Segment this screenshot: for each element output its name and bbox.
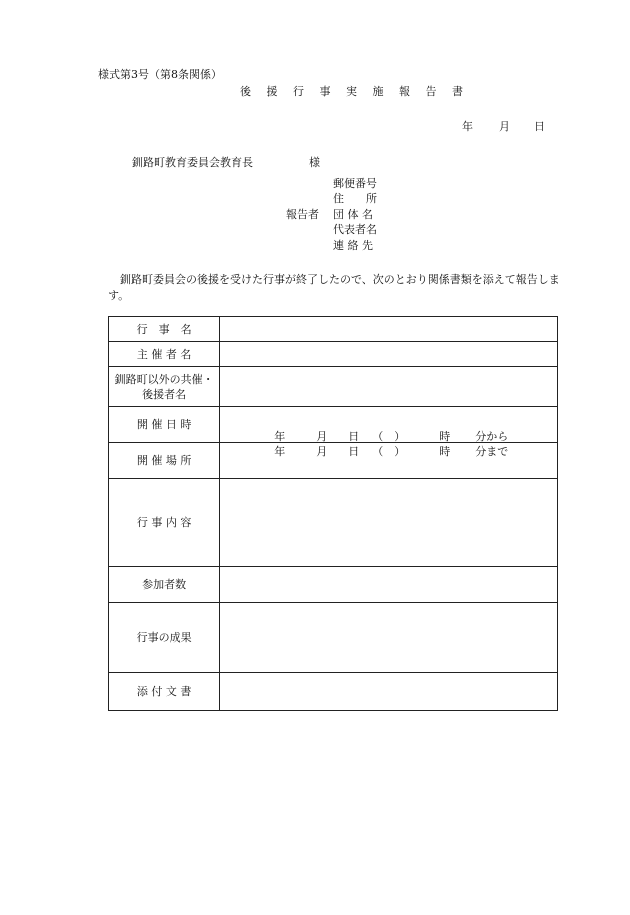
addressee-name: 釧路町教育委員会教育長 bbox=[132, 156, 253, 169]
table-row bbox=[109, 407, 558, 443]
schedule-end-line bbox=[220, 443, 557, 457]
table-row bbox=[109, 342, 558, 367]
end-month-unit: 月 bbox=[316, 444, 328, 458]
reporter-field-address: 住 所 bbox=[333, 192, 377, 205]
table-row bbox=[109, 367, 558, 407]
row-label-organizer: 主 催 者 名 bbox=[109, 342, 220, 367]
date-day: 日 bbox=[534, 120, 545, 133]
addressee bbox=[132, 154, 320, 170]
content-field[interactable] bbox=[220, 479, 558, 567]
co-sponsors-field[interactable] bbox=[220, 367, 558, 407]
end-minute-to: 分まで bbox=[475, 444, 509, 458]
table-row bbox=[109, 567, 558, 603]
date-month: 月 bbox=[499, 120, 510, 133]
end-hour-unit: 時 bbox=[439, 444, 451, 458]
form-number: 様式第3号（第8条関係） bbox=[98, 68, 222, 81]
report-table bbox=[108, 316, 558, 711]
attachments-field[interactable] bbox=[220, 673, 558, 711]
reporter-field-representative: 代表者名 bbox=[333, 223, 377, 236]
participants-field[interactable] bbox=[220, 567, 558, 603]
date-year: 年 bbox=[462, 120, 473, 133]
row-label-datetime: 開 催 日 時 bbox=[109, 407, 220, 443]
date-line bbox=[462, 118, 545, 134]
end-year-unit: 年 bbox=[274, 444, 286, 458]
row-label-venue: 開 催 場 所 bbox=[109, 443, 220, 479]
start-day-unit: 日 bbox=[348, 429, 360, 443]
event-name-field[interactable] bbox=[220, 317, 558, 342]
start-hour-unit: 時 bbox=[439, 429, 451, 443]
table-row bbox=[109, 479, 558, 567]
datetime-field[interactable] bbox=[220, 407, 558, 458]
row-label-event-name: 行 事 名 bbox=[109, 317, 220, 342]
end-day-unit: 日 bbox=[348, 444, 360, 458]
organizer-field[interactable] bbox=[220, 342, 558, 367]
start-month-unit: 月 bbox=[316, 429, 328, 443]
reporter-label: 報告者 bbox=[286, 208, 319, 221]
body-text: 釧路町委員会の後援を受けた行事が終了したので、次のとおり関係書類を添えて報告します。 bbox=[108, 273, 560, 302]
row-label-co-sponsors: 釧路町以外の共催・後援者名 bbox=[109, 367, 220, 407]
row-label-results: 行事の成果 bbox=[109, 603, 220, 673]
row-label-attachments: 添 付 文 書 bbox=[109, 673, 220, 711]
start-minute-from: 分から bbox=[475, 429, 509, 443]
end-weekday: （ ） bbox=[372, 444, 406, 458]
reporter-field-contact: 連 絡 先 bbox=[333, 239, 373, 252]
table-row bbox=[109, 673, 558, 711]
row-label-participants: 参加者数 bbox=[109, 567, 220, 603]
table-row bbox=[109, 317, 558, 342]
reporter-field-group: 団 体 名 bbox=[333, 208, 373, 221]
row-label-content: 行 事 内 容 bbox=[109, 479, 220, 567]
start-year-unit: 年 bbox=[274, 429, 286, 443]
reporter-field-postal: 郵便番号 bbox=[333, 177, 377, 190]
start-weekday: （ ） bbox=[372, 429, 406, 443]
addressee-honorific: 様 bbox=[309, 156, 320, 169]
schedule-start-line bbox=[220, 428, 557, 442]
results-field[interactable] bbox=[220, 603, 558, 673]
table-row bbox=[109, 603, 558, 673]
document-title: 後 援 行 事 実 施 報 告 書 bbox=[240, 85, 469, 98]
